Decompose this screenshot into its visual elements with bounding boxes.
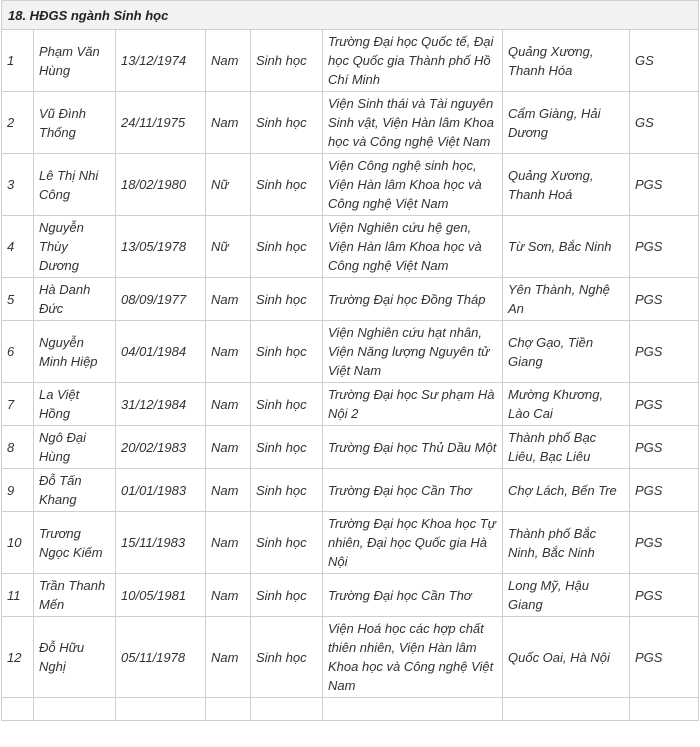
birth-date: 08/09/1977 — [116, 278, 206, 321]
title-rank: PGS — [630, 321, 699, 383]
gender: Nam — [206, 321, 251, 383]
workplace: Viện Nghiên cứu hệ gen, Viện Hàn lâm Khoa học và Công nghệ Việt Nam — [323, 216, 503, 278]
hometown: Cẩm Giàng, Hải Dương — [503, 92, 630, 154]
table-row — [2, 426, 699, 469]
results-table — [1, 0, 699, 721]
hometown: Quảng Xương, Thanh Hóa — [503, 30, 630, 92]
gender: Nam — [206, 426, 251, 469]
gender: Nam — [206, 30, 251, 92]
empty-cell — [34, 698, 116, 721]
birth-date: 13/12/1974 — [116, 30, 206, 92]
workplace: Trường Đại học Sư phạm Hà Nội 2 — [323, 383, 503, 426]
full-name: La Việt Hồng — [34, 383, 116, 426]
birth-date: 18/02/1980 — [116, 154, 206, 216]
workplace: Trường Đại học Thủ Dầu Một — [323, 426, 503, 469]
row-number: 10 — [2, 512, 34, 574]
section-title: 18. HĐGS ngành Sinh học — [2, 1, 699, 30]
workplace: Viện Nghiên cứu hạt nhân, Viện Năng lượng Nguyên tử Việt Nam — [323, 321, 503, 383]
table-row — [2, 92, 699, 154]
title-rank: PGS — [630, 154, 699, 216]
title-rank: PGS — [630, 216, 699, 278]
table-row — [2, 278, 699, 321]
birth-date: 31/12/1984 — [116, 383, 206, 426]
workplace: Viện Sinh thái và Tài nguyên Sinh vật, Viện Hàn lâm Khoa học và Công nghệ Việt Nam — [323, 92, 503, 154]
workplace: Trường Đại học Cần Thơ — [323, 469, 503, 512]
row-number: 1 — [2, 30, 34, 92]
full-name: Trần Thanh Mến — [34, 574, 116, 617]
title-rank: PGS — [630, 469, 699, 512]
full-name: Phạm Văn Hùng — [34, 30, 116, 92]
gender: Nam — [206, 469, 251, 512]
gender: Nam — [206, 617, 251, 698]
full-name: Ngô Đại Hùng — [34, 426, 116, 469]
table-row — [2, 216, 699, 278]
table-row — [2, 469, 699, 512]
empty-cell — [630, 698, 699, 721]
full-name: Nguyễn Minh Hiệp — [34, 321, 116, 383]
row-number: 9 — [2, 469, 34, 512]
workplace: Trường Đại học Quốc tế, Đại học Quốc gia Thành phố Hồ Chí Minh — [323, 30, 503, 92]
title-rank: GS — [630, 30, 699, 92]
table-row — [2, 512, 699, 574]
birth-date: 10/05/1981 — [116, 574, 206, 617]
empty-cell — [251, 698, 323, 721]
table-row — [2, 321, 699, 383]
empty-cell — [2, 698, 34, 721]
birth-date: 24/11/1975 — [116, 92, 206, 154]
empty-cell — [206, 698, 251, 721]
workplace: Trường Đại học Khoa học Tự nhiên, Đại học Quốc gia Hà Nội — [323, 512, 503, 574]
field: Sinh học — [251, 278, 323, 321]
field: Sinh học — [251, 512, 323, 574]
hometown: Long Mỹ, Hậu Giang — [503, 574, 630, 617]
row-number: 7 — [2, 383, 34, 426]
empty-cell — [323, 698, 503, 721]
title-rank: PGS — [630, 617, 699, 698]
birth-date: 04/01/1984 — [116, 321, 206, 383]
workplace: Trường Đại học Đồng Tháp — [323, 278, 503, 321]
full-name: Đỗ Tấn Khang — [34, 469, 116, 512]
row-number: 12 — [2, 617, 34, 698]
workplace: Trường Đại học Cần Thơ — [323, 574, 503, 617]
row-number: 6 — [2, 321, 34, 383]
table-row — [2, 698, 699, 721]
hometown: Mường Khương, Lào Cai — [503, 383, 630, 426]
title-rank: PGS — [630, 512, 699, 574]
full-name: Hà Danh Đức — [34, 278, 116, 321]
field: Sinh học — [251, 30, 323, 92]
hometown: Thành phố Bắc Ninh, Bắc Ninh — [503, 512, 630, 574]
workplace: Viện Hoá học các hợp chất thiên nhiên, Viện Hàn lâm Khoa học và Công nghệ Việt Nam — [323, 617, 503, 698]
full-name: Trương Ngọc Kiếm — [34, 512, 116, 574]
hometown: Quốc Oai, Hà Nội — [503, 617, 630, 698]
row-number: 11 — [2, 574, 34, 617]
hometown: Thành phố Bạc Liêu, Bạc Liêu — [503, 426, 630, 469]
empty-cell — [116, 698, 206, 721]
full-name: Lê Thị Nhi Công — [34, 154, 116, 216]
gender: Nam — [206, 574, 251, 617]
field: Sinh học — [251, 92, 323, 154]
birth-date: 13/05/1978 — [116, 216, 206, 278]
gender: Nam — [206, 278, 251, 321]
gender: Nam — [206, 383, 251, 426]
field: Sinh học — [251, 216, 323, 278]
full-name: Vũ Đình Thống — [34, 92, 116, 154]
field: Sinh học — [251, 574, 323, 617]
field: Sinh học — [251, 154, 323, 216]
title-rank: PGS — [630, 278, 699, 321]
table-row — [2, 154, 699, 216]
row-number: 5 — [2, 278, 34, 321]
gender: Nữ — [206, 216, 251, 278]
hometown: Yên Thành, Nghệ An — [503, 278, 630, 321]
field: Sinh học — [251, 321, 323, 383]
gender: Nam — [206, 92, 251, 154]
table-row — [2, 617, 699, 698]
gender: Nam — [206, 512, 251, 574]
table-row — [2, 383, 699, 426]
section-title-row — [2, 1, 699, 30]
workplace: Viện Công nghệ sinh học, Viện Hàn lâm Khoa học và Công nghệ Việt Nam — [323, 154, 503, 216]
title-rank: GS — [630, 92, 699, 154]
table-row — [2, 574, 699, 617]
hometown: Từ Sơn, Bắc Ninh — [503, 216, 630, 278]
field: Sinh học — [251, 469, 323, 512]
row-number: 8 — [2, 426, 34, 469]
full-name: Nguyễn Thùy Dương — [34, 216, 116, 278]
hometown: Chợ Gạo, Tiền Giang — [503, 321, 630, 383]
row-number: 3 — [2, 154, 34, 216]
field: Sinh học — [251, 383, 323, 426]
gender: Nữ — [206, 154, 251, 216]
field: Sinh học — [251, 617, 323, 698]
birth-date: 01/01/1983 — [116, 469, 206, 512]
birth-date: 20/02/1983 — [116, 426, 206, 469]
hometown: Chợ Lách, Bến Tre — [503, 469, 630, 512]
title-rank: PGS — [630, 383, 699, 426]
title-rank: PGS — [630, 426, 699, 469]
table-row — [2, 30, 699, 92]
empty-cell — [503, 698, 630, 721]
row-number: 4 — [2, 216, 34, 278]
birth-date: 15/11/1983 — [116, 512, 206, 574]
hometown: Quảng Xương, Thanh Hoá — [503, 154, 630, 216]
row-number: 2 — [2, 92, 34, 154]
field: Sinh học — [251, 426, 323, 469]
full-name: Đỗ Hữu Nghị — [34, 617, 116, 698]
birth-date: 05/11/1978 — [116, 617, 206, 698]
title-rank: PGS — [630, 574, 699, 617]
